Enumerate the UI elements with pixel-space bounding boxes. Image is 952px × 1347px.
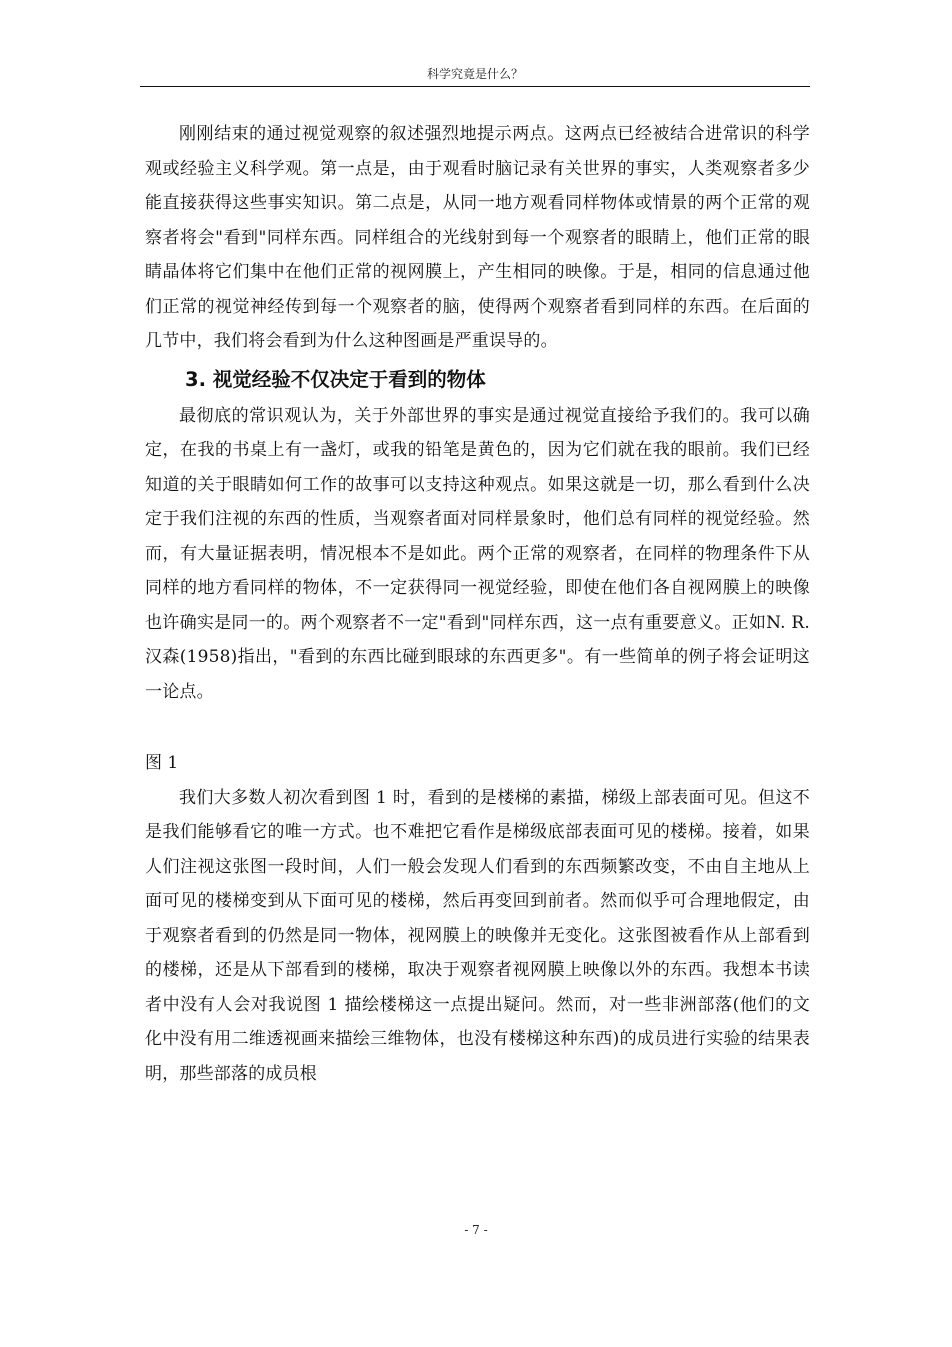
section-heading: 3. 视觉经验不仅决定于看到的物体: [185, 367, 486, 391]
header-divider: [140, 86, 810, 87]
page-number: - 7 -: [464, 1223, 488, 1237]
paragraph-2: 最彻底的常识观认为，关于外部世界的事实是通过视觉直接给予我们的。我可以确定，在我的书桌上有一盏灯，或我的铅笔是黄色的，因为它们就在我的眼前。我们已经知道的关于眼睛如何工作的故事可以支持这种观点。如果这就是一切，那么看到什么决定于我们注视的东西的性质，当观察者面对同样景象时，他们总有同样的视觉经验。然而，有大量证据表明，情况根本不是如此。两个正常的观察者，在同样的物理条件下从同样的地方看同样的物体，不一定获得同一视觉经验，即使在他们各自视网膜上的映像也许确实是同一的。两个观察者不一定"看到"同样东西，这一点有重要意义。正如N. R. 汉森(1958)指出，"看到的东西比碰到眼球的东西更多"。有一些简单的例子将会证明这一论点。: [145, 405, 810, 702]
paragraph-1: 刚刚结束的通过视觉观察的叙述强烈地提示两点。这两点已经被结合进常识的科学观或经验主义科学观。第一点是，由于观看时脑记录有关世界的事实，人类观察者多少能直接获得这些事实知识。第二点是，从同一地方观看同样物体或情景的两个正常的观察者将会"看到"同样东西。同样组合的光线射到每一个观察者的眼睛上，他们正常的眼睛晶体将它们集中在他们正常的视网膜上，产生相同的映像。于是，相同的信息通过他们正常的视觉神经传到每一个观察者的脑，使得两个观察者看到同样的东西。在后面的几节中，我们将会看到为什么这种图画是严重误导的。: [145, 124, 810, 351]
running-header: 科学究竟是什么？: [426, 67, 523, 81]
paragraph-3: 我们大多数人初次看到图 1 时，看到的是楼梯的素描，梯级上部表面可见。但这不是我们能够看它的唯一方式。也不难把它看作是梯级底部表面可见的楼梯。接着，如果人们注视这张图一段时间，人们一般会发现人们看到的东西频繁改变，不由自主地从上面可见的楼梯变到从下面可见的楼梯，然后再变回到前者。然而似乎可合理地假定，由于观察者看到的仍然是同一物体，视网膜上的映像并无变化。这张图被看作从上部看到的楼梯，还是从下部看到的楼梯，取决于观察者视网膜上映像以外的东西。我想本书读者中没有人会对我说图 1 描绘楼梯这一点提出疑问。然而，对一些非洲部落(他们的文化中没有用二维透视画来描绘三维物体，也没有楼梯这种东西)的成员进行实验的结果表明，那些部落的成员根: [145, 787, 810, 1084]
page-body: [145, 117, 810, 1091]
figure-caption: 图 1: [145, 753, 179, 773]
